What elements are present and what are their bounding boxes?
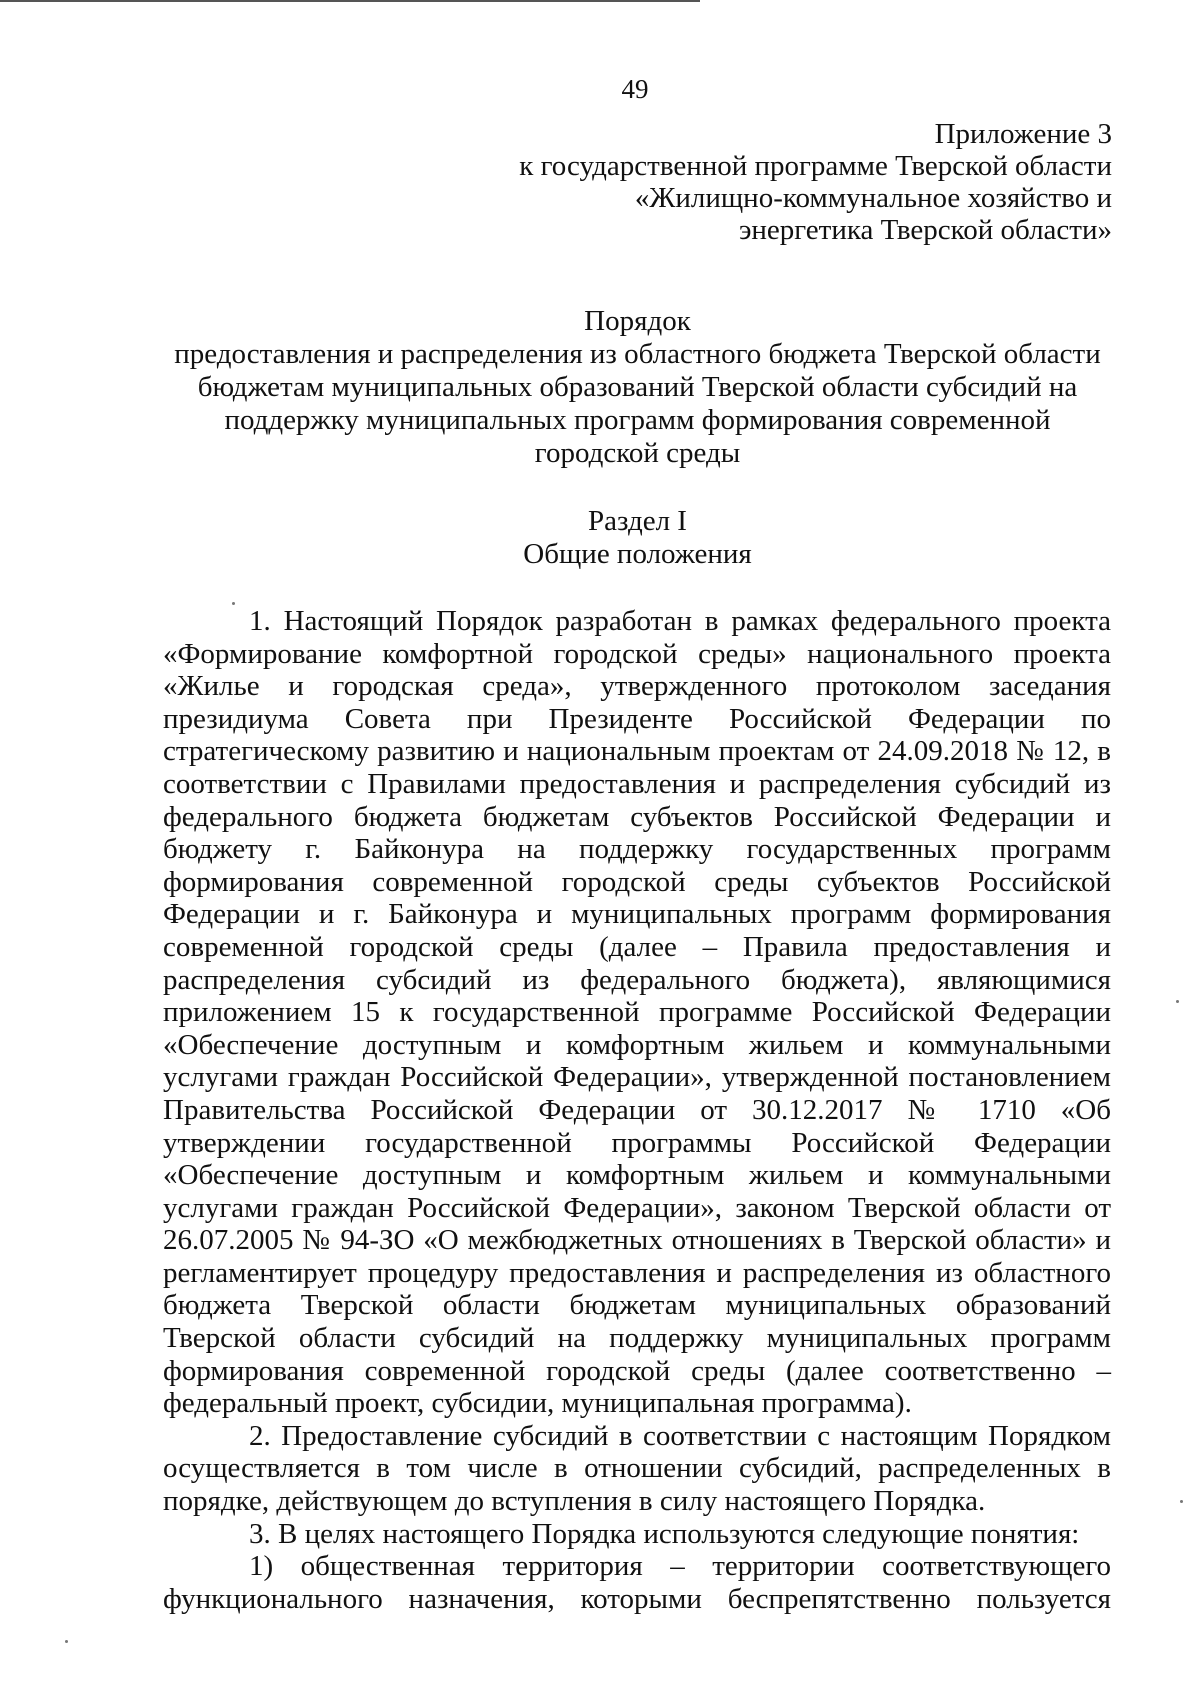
- appendix-header: [519, 118, 1112, 246]
- paragraph-2: 2. Предоставление субсидий в соответствии с настоящим Порядком осуществляется в том числе в отношении субсидий, распределенных в порядке, действующем до вступления в силу настоящего Порядка.: [163, 1419, 1111, 1518]
- section-heading: [160, 505, 1115, 571]
- paragraph-3: 3. В целях настоящего Порядка используются следующие понятия:: [249, 1517, 1080, 1550]
- scan-speck: [65, 1640, 68, 1643]
- paragraph-4: 1) общественная территория – территории соответствующего функционального назначения, которыми беспрепятственно пользуется: [163, 1550, 1111, 1615]
- scan-speck: [232, 602, 235, 605]
- appendix-line: к государственной программе Тверской области: [519, 150, 1112, 182]
- section-name: Общие положения: [523, 538, 752, 570]
- appendix-line: Приложение 3: [934, 118, 1112, 150]
- paragraph-1: 1. Настоящий Порядок разработан в рамках федерального проекта «Формирование комфортной городской среды» национального проекта «Жилье и городская среда», утвержденного протоколом заседания президиума Совета при Президенте Российской Федерации по стратегическому развитию и национальным проектам от 24.09.2018 № 12, в соответствии с Правилами предоставления и распределения субсидий из федерального бюджета бюджетам субъектов Российской Федерации и бюджету г. Байконура на поддержку государственных программ формирования современной городской среды субъектов Российской Федерации и г. Байконура и муниципальных программ формирования современной городской среды (далее – Правила предоставления и распределения субсидий из федерального бюджета), являющимися приложением 15 к государственной программе Российской Федерации «Обеспечение доступным и комфортным жильем и коммунальными услугами граждан Российской Федерации», утвержденной постановлением Правительства Российской Федерации от 30.12.2017 № 1710 «Об утверждении государственной программы Российской Федерации «Обеспечение доступным и комфортным жильем и коммунальными услугами граждан Российской Федерации», законом Тверской области от 26.07.2005 № 94-ЗО «О межбюджетных отношениях в Тверской области» и регламентирует процедуру предоставления и распределения из областного бюджета Тверской области бюджетам муниципальных образований Тверской области субсидий на поддержку муниципальных программ формирования современной городской среды (далее соответственно – федеральный проект, субсидии, муниципальная программа).: [163, 605, 1111, 1420]
- order-heading: [160, 305, 1115, 470]
- scan-speck: [1176, 1000, 1179, 1003]
- scan-speck: [1180, 1500, 1183, 1503]
- section-number: Раздел I: [588, 505, 687, 537]
- order-title: Порядок: [584, 305, 691, 337]
- scan-top-edge: [0, 0, 700, 2]
- order-subtitle: предоставления и распределения из областного бюджета Тверской области бюджетам муниципальных образований Тверской области субсидий на поддержку муниципальных программ формирования современной городской среды: [174, 338, 1101, 469]
- page-number: 49: [621, 74, 649, 104]
- document-body: [163, 605, 1111, 1615]
- appendix-line: «Жилищно-коммунальное хозяйство и: [634, 182, 1112, 214]
- appendix-line: энергетика Тверской области»: [738, 214, 1112, 246]
